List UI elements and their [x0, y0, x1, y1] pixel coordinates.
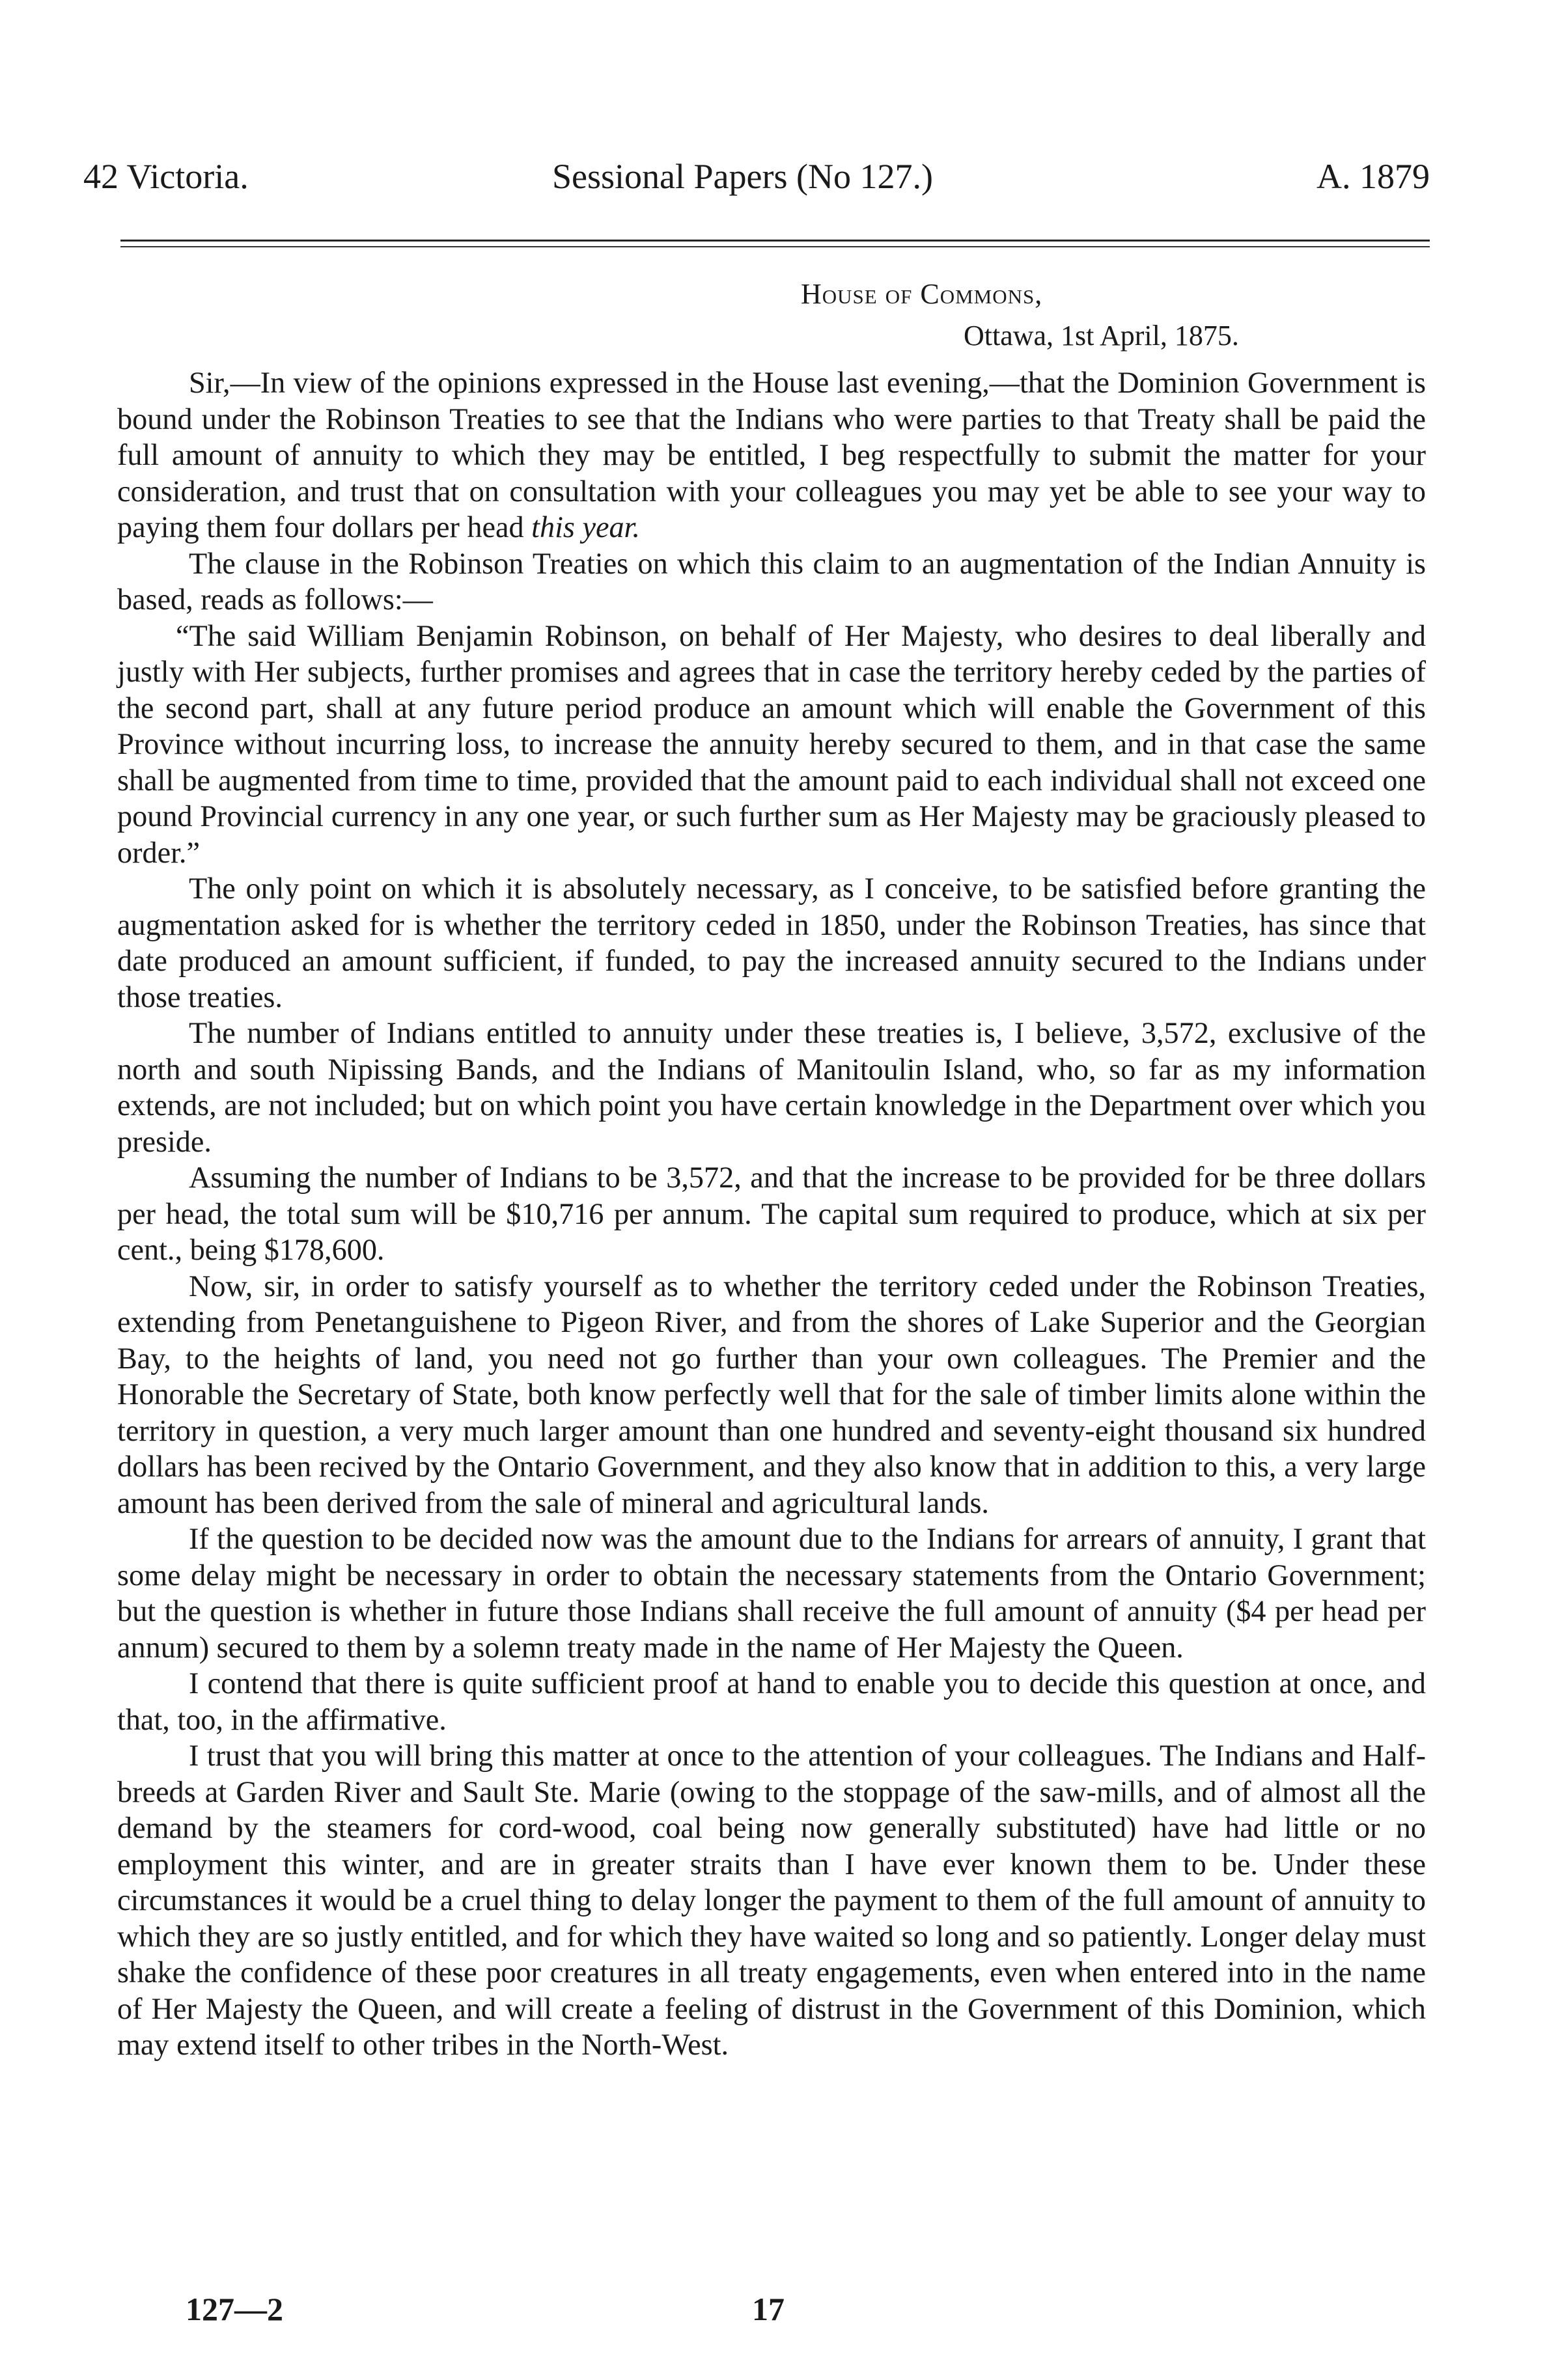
paragraph: The clause in the Robinson Treaties on which this claim to an augmentation of the Indian Annuity is based, reads as follows:— [117, 546, 1426, 616]
header-title: Sessional Papers (No 127.) [552, 157, 933, 196]
paragraph-text: Sir,—In view of the opinions expressed in the House last evening,—that the Dominion Government is bound under the Robinson Treaties to see that the Indians who were parties to that Treaty shall be paid the full amount of annuity to which they may be entitled, I beg respectfully to submit the matter for your consideration, and trust that on consultation with your colleagues you may yet be able to see your way to paying them four dollars per head [117, 366, 1426, 544]
footer-document-number: 127—2 [186, 2291, 283, 2327]
paragraph [117, 365, 1426, 546]
header-rule-secondary [120, 246, 1430, 247]
header-rule [120, 240, 1430, 242]
letter-address [801, 273, 1239, 357]
header-session: 42 Victoria. [83, 157, 249, 196]
paragraph: I contend that there is quite sufficient proof at hand to enable you to decide this question at once, and that, too, in the affirmative. [117, 1667, 1426, 1736]
address-line-1: House of Commons, [801, 278, 1043, 310]
letter-body [117, 365, 1426, 2063]
footer-page-number: 17 [752, 2291, 785, 2327]
paragraph: The only point on which it is absolutely necessary, as I conceive, to be satisfied before granting the augmentation asked for is whether the territory ceded in 1850, under the Robinson Treaties, has since that date produced an amount sufficient, if funded, to pay the increased annuity secured to the Indians under those treaties. [117, 872, 1426, 1014]
paragraph: If the question to be decided now was the amount due to the Indians for arrears of annuity, I grant that some delay might be necessary in order to obtain the necessary statements from the Ontario Government; but the question is whether in future those Indians shall receive the full amount of annuity ($4 per head per annum) secured to them by a solemn treaty made in the name of Her Majesty the Queen. [117, 1522, 1426, 1664]
italic-phrase: this year. [531, 510, 640, 544]
paragraph: The number of Indians entitled to annuity under these treaties is, I believe, 3,572, exclusive of the north and south Nipissing Bands, and the Indians of Manitoulin Island, who, so far as my information extends, are not included; but on which point you have certain knowledge in the Department over which you preside. [117, 1016, 1426, 1158]
address-line-2: Ottawa, 1st April, 1875. [964, 320, 1239, 352]
paragraph: I trust that you will bring this matter at once to the attention of your colleagues. The Indians and Half-breeds at Garden River and Sault Ste. Marie (owing to the stoppage of the saw-mills, and of almost all the demand by the steamers for cord-wood, coal being now generally substituted) have had little or no employment this winter, and are in greater straits than I have ever known them to be. Under these circumstances it would be a cruel thing to delay longer the payment to them of the full amount of annuity to which they are so justly entitled, and for which they have waited so long and so patiently. Longer delay must shake the confidence of these poor creatures in all treaty engagements, even when entered into in the name of Her Majesty the Queen, and will create a feeling of distrust in the Government of this Dominion, which may extend itself to other tribes in the North-West. [117, 1739, 1426, 2061]
paragraph: Assuming the number of Indians to be 3,572, and that the increase to be provided for be three dollars per head, the total sum will be $10,716 per annum. The capital sum required to produce, which at six per cent., being $178,600. [117, 1161, 1426, 1266]
header-year: A. 1879 [1316, 157, 1430, 196]
paragraph: Now, sir, in order to satisfy yourself as to whether the territory ceded under the Robinson Treaties, extending from Penetanguishene to Pigeon River, and from the shores of Lake Superior and the Georgian Bay, to the heights of land, you need not go further than your own colleagues. The Premier and the Honorable the Secretary of State, both know perfectly well that for the sale of timber limits alone within the territory in question, a very much larger amount than one hundred and seventy-eight thousand six hundred dollars has been recived by the Ontario Government, and they also know that in addition to this, a very large amount has been derived from the sale of mineral and agricultural lands. [117, 1269, 1426, 1519]
running-header [83, 156, 1430, 208]
treaty-quote: “The said William Benjamin Robinson, on behalf of Her Majesty, who desires to deal liberally and justly with Her subjects, further promises and agrees that in case the territory hereby ceded by the parties of the second part, shall at any future period produce an amount which will enable the Government of this Province without incurring loss, to increase the annuity hereby secured to them, and in that case the same shall be augmented from time to time, provided that the amount paid to each individual shall not exceed one pound Provincial currency in any one year, or such further sum as Her Majesty may be graciously pleased to order.” [117, 618, 1426, 869]
